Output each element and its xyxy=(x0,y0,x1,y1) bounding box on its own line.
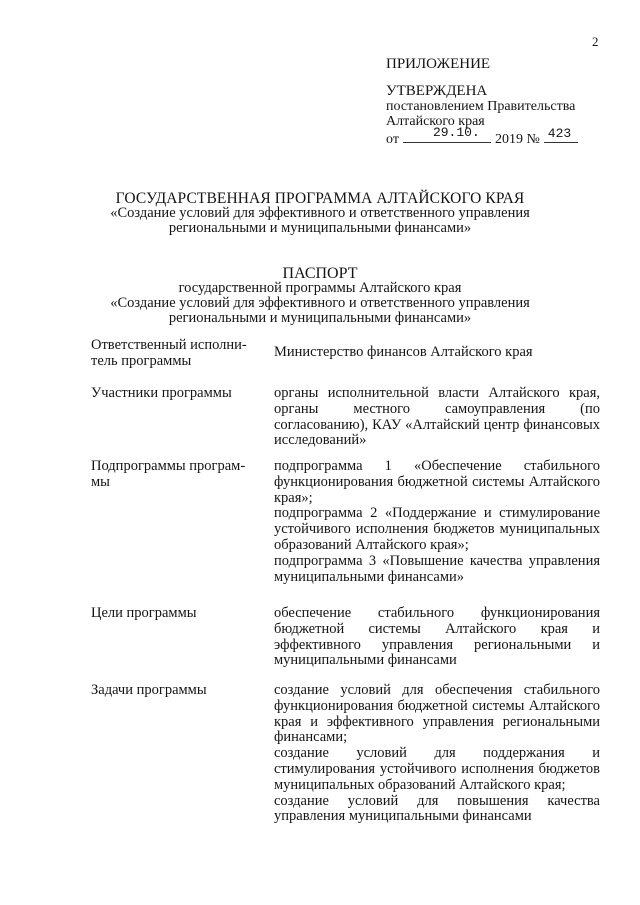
approved-region: Алтайского края xyxy=(386,114,485,129)
row-value-text: обеспечение стабильного функционирования бюджетной системы Алтайского края и эффективного управления региональными и муниципальными финансами xyxy=(274,605,600,669)
row-label-line: Задачи программы xyxy=(91,682,207,698)
row-value xyxy=(274,606,600,669)
row-value-text: создание условий для поддержания и стимулирования устойчивого исполнения бюджетов муниципальных образований Алтайского края; xyxy=(274,745,600,793)
program-title-main: ГОСУДАРСТВЕННАЯ ПРОГРАММА АЛТАЙСКОГО КРАЯ xyxy=(115,190,525,207)
passport-title xyxy=(0,266,640,326)
passport-heading: ПАСПОРТ xyxy=(282,265,358,282)
row-value-text: подпрограмма 3 «Повышение качества управления муниципальными финансами» xyxy=(274,552,600,585)
row-value-text: создание условий для обеспечения стабильного функционирования бюджетной системы Алтайского края и эффективного управления региональными финансами; xyxy=(274,682,600,746)
row-label-line: тель программы xyxy=(91,352,192,369)
passport-title-line3: «Создание условий для эффективного и ответственного управления xyxy=(110,295,530,311)
row-value xyxy=(274,459,600,585)
page-number: 2 xyxy=(592,34,599,49)
row-label xyxy=(91,386,259,402)
approved-label: УТВЕРЖДЕНА xyxy=(386,83,488,99)
row-label-line: Ответственный исполни- xyxy=(91,337,247,353)
appendix-label: ПРИЛОЖЕНИЕ xyxy=(386,56,491,72)
row-value-text: подпрограмма 2 «Поддержание и стимулирование устойчивого исполнения бюджетов муниципальных образований Алтайского края»; xyxy=(274,505,600,553)
row-label xyxy=(91,683,259,699)
row-label-line: Участники программы xyxy=(91,385,232,401)
from-label: от xyxy=(386,132,399,147)
row-value xyxy=(274,345,600,361)
passport-title-line4: региональными и муниципальными финансами» xyxy=(168,310,472,326)
row-value-text: органы исполнительной власти Алтайского края, органы местного самоуправления (по согласованию), КАУ «Алтайский центр финансовых исследований» xyxy=(274,385,600,449)
row-label-line: Подпрограммы програм- xyxy=(91,458,246,474)
year-number-label: 2019 № xyxy=(494,132,540,147)
handwritten-date: 29.10. xyxy=(432,125,480,140)
row-label xyxy=(91,606,259,622)
program-title-line3: региональными и муниципальными финансами» xyxy=(168,220,472,236)
row-label-line: Цели программы xyxy=(91,605,197,621)
row-value-text: Министерство финансов Алтайского края xyxy=(274,344,533,360)
program-title xyxy=(0,191,640,236)
number-blank xyxy=(544,126,578,143)
program-title-line2: «Создание условий для эффективного и ответственного управления xyxy=(110,205,530,221)
approval-date-line xyxy=(386,125,626,147)
row-label xyxy=(91,338,259,370)
row-value-text: подпрограмма 1 «Обеспечение стабильного функционирования бюджетной системы Алтайского края»; xyxy=(274,458,600,506)
passport-title-line2: государственной программы Алтайского края xyxy=(178,280,462,296)
row-label xyxy=(91,459,259,491)
row-value xyxy=(274,683,600,825)
approved-by-line: постановлением Правительства xyxy=(386,99,576,114)
row-value xyxy=(274,386,600,449)
handwritten-number: 423 xyxy=(547,126,572,141)
row-label-line: мы xyxy=(91,473,110,490)
approval-stamp xyxy=(386,57,626,147)
row-value-text: создание условий для повышения качества управления муниципальными финансами xyxy=(274,792,600,825)
date-blank xyxy=(403,125,491,143)
